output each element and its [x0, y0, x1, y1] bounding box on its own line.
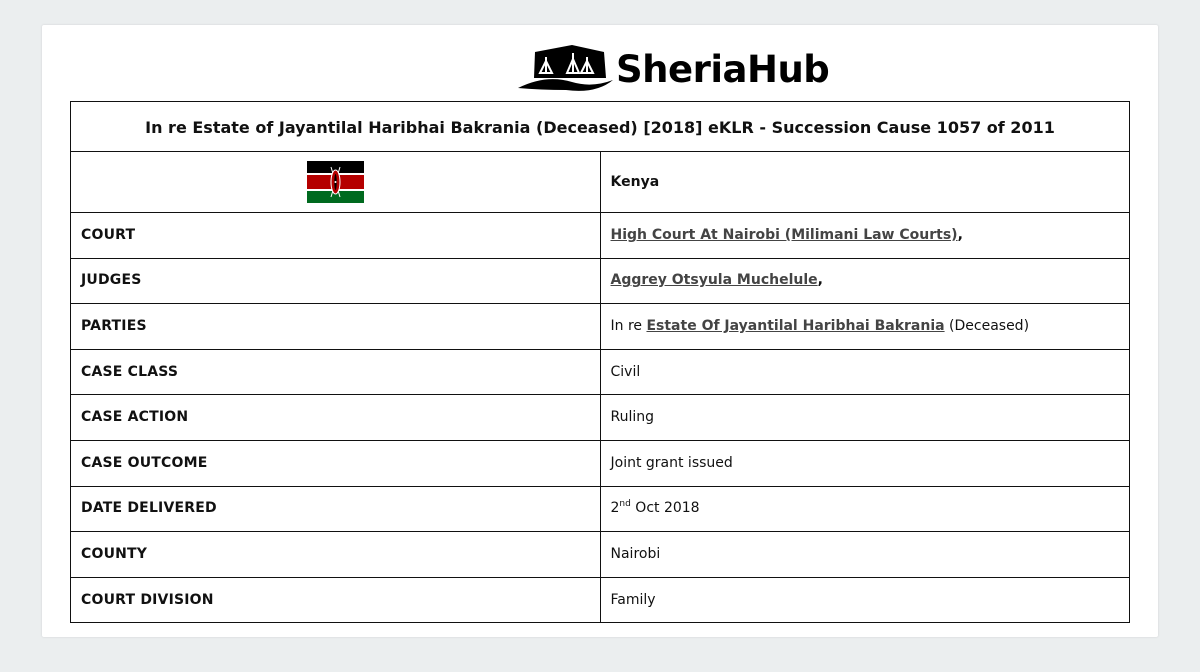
kenya-flag-icon	[307, 161, 364, 203]
label-case-class: CASE CLASS	[71, 349, 601, 395]
value-court-division: Family	[600, 577, 1130, 623]
value-case-action: Ruling	[600, 395, 1130, 441]
value-parties	[600, 304, 1130, 350]
court-suffix: ,	[957, 226, 963, 243]
label-date-delivered: DATE DELIVERED	[71, 486, 601, 532]
flag-cell	[71, 152, 601, 213]
label-case-action: CASE ACTION	[71, 395, 601, 441]
case-meta-table	[70, 101, 1130, 623]
label-case-outcome: CASE OUTCOME	[71, 440, 601, 486]
parties-prefix: In re	[610, 318, 647, 335]
brand-name: SheriaHub	[616, 47, 830, 91]
value-date-delivered	[600, 486, 1130, 532]
brand-logo[interactable]	[516, 44, 829, 94]
value-county: Nairobi	[600, 532, 1130, 578]
scales-ship-icon	[516, 44, 614, 94]
country-name: Kenya	[600, 152, 1130, 213]
case-title: In re Estate of Jayantilal Haribhai Bakrania (Deceased) [2018] eKLR - Succession Cause 1057 of 2011	[71, 102, 1130, 152]
judges-suffix: ,	[817, 272, 823, 289]
court-link[interactable]: High Court At Nairobi (Milimani Law Courts)	[610, 226, 958, 243]
date-ordinal: nd	[619, 498, 631, 509]
date-day: 2	[610, 500, 620, 517]
label-county: COUNTY	[71, 532, 601, 578]
label-court: COURT	[71, 213, 601, 259]
judge-link[interactable]: Aggrey Otsyula Muchelule	[610, 272, 818, 289]
value-case-outcome: Joint grant issued	[600, 440, 1130, 486]
label-judges: JUDGES	[71, 258, 601, 304]
value-court	[600, 213, 1130, 259]
value-case-class: Civil	[600, 349, 1130, 395]
label-court-division: COURT DIVISION	[71, 577, 601, 623]
date-rest: Oct 2018	[630, 500, 700, 517]
value-judges	[600, 258, 1130, 304]
party-link[interactable]: Estate Of Jayantilal Haribhai Bakrania	[646, 318, 945, 335]
parties-suffix: (Deceased)	[944, 318, 1030, 335]
label-parties: PARTIES	[71, 304, 601, 350]
